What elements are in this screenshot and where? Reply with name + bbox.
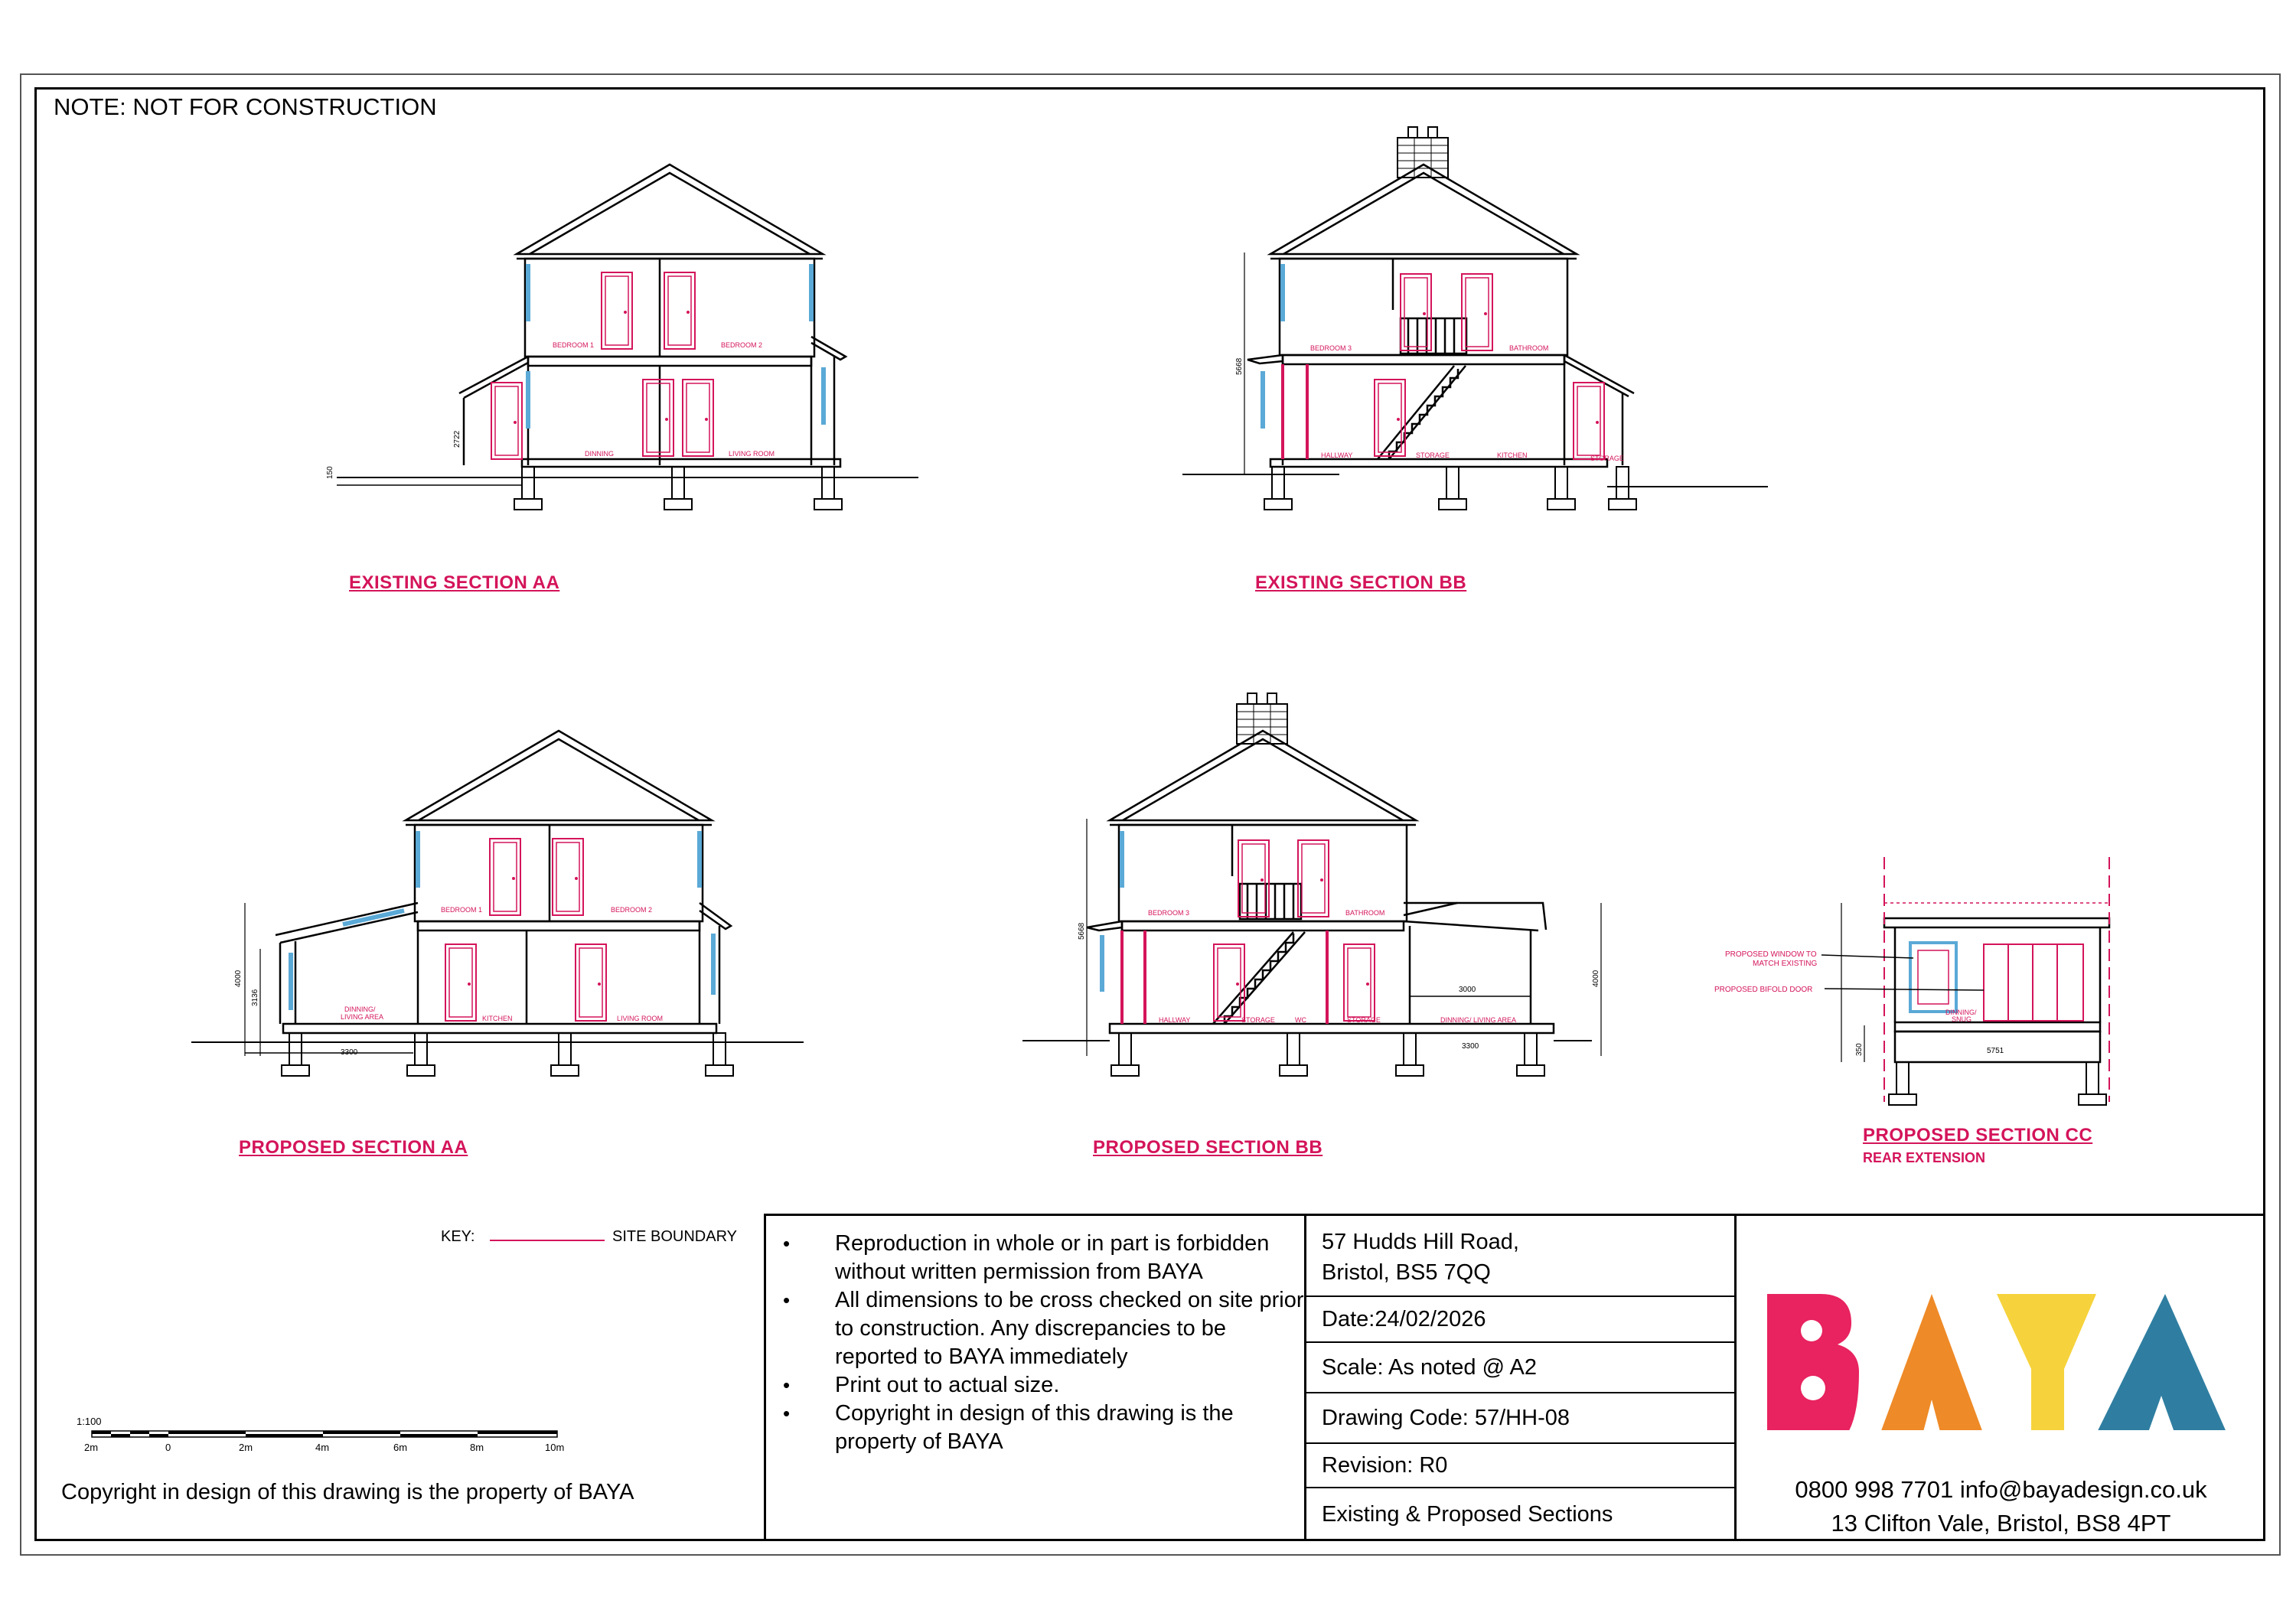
copyright-notice: Copyright in design of this drawing is the property of BAYA <box>61 1480 634 1504</box>
scale-tick: 6m <box>393 1442 408 1453</box>
label-wc: WC <box>1295 1016 1306 1024</box>
scale-ratio: 1:100 <box>77 1416 102 1427</box>
dim-150: 150 <box>326 466 334 479</box>
dim-2722: 2722 <box>453 430 461 448</box>
not-for-construction-note: NOTE: NOT FOR CONSTRUCTION <box>54 93 437 120</box>
scale-tick: 0 <box>165 1442 171 1453</box>
address-line-1: 57 Hudds Hill Road, <box>1322 1230 1519 1254</box>
dim-3300-aa: 3300 <box>341 1048 358 1057</box>
cc-window-note-2: MATCH EXISTING <box>1753 960 1818 968</box>
title-proposed-section-cc: PROPOSED SECTION CC <box>1863 1125 2093 1146</box>
drawing-scale: Scale: As noted @ A2 <box>1306 1343 1734 1393</box>
label-bedroom-2: BEDROOM 2 <box>721 341 763 349</box>
note-item: • Copyright in design of this drawing is the property of BAYA <box>835 1400 1304 1456</box>
label-dinning-living-2: LIVING AREA <box>341 1013 384 1021</box>
label-bedroom-3-proposed: BEDROOM 3 <box>1148 909 1190 917</box>
label-dinning: DINNING <box>585 450 614 458</box>
label-living-room: LIVING ROOM <box>729 450 775 458</box>
title-proposed-section-aa: PROPOSED SECTION AA <box>239 1137 468 1158</box>
drawing-code: Drawing Code: 57/HH-08 <box>1306 1393 1734 1444</box>
label-living-room-proposed: LIVING ROOM <box>617 1015 664 1022</box>
title-block-logo <box>1734 1214 2265 1541</box>
drawing-revision: Revision: R0 <box>1306 1444 1734 1488</box>
title-block-info <box>1304 1214 1734 1541</box>
label-dinning-living-area: DINNING/ LIVING AREA <box>1440 1016 1517 1024</box>
existing-section-bb <box>1182 165 1768 487</box>
cc-window-note-1: PROPOSED WINDOW TO <box>1725 950 1817 959</box>
existing-section-aa <box>337 165 918 485</box>
proposed-section-aa <box>191 731 804 1056</box>
title-proposed-section-bb: PROPOSED SECTION BB <box>1093 1137 1323 1158</box>
logo-letter-a-blue <box>2089 1294 2234 1430</box>
address-line-2: Bristol, BS5 7QQ <box>1322 1260 1491 1285</box>
dim-5668-proposed: 5668 <box>1078 922 1086 940</box>
label-bedroom-3: BEDROOM 3 <box>1310 344 1352 352</box>
logo-letter-b <box>1767 1294 1859 1430</box>
title-block-notes <box>764 1214 1304 1541</box>
label-hallway: HALLWAY <box>1321 451 1353 459</box>
drawing-title: Existing & Proposed Sections <box>1322 1502 1613 1527</box>
note-item: • All dimensions to be cross checked on site prior to construction. Any discrepancies to be reported to BAYA immediately <box>835 1286 1304 1371</box>
existing-aa-footings <box>514 467 842 510</box>
baya-logo <box>1737 1216 2265 1430</box>
proposed-bb-footings <box>1111 1033 1544 1076</box>
logo-letter-y <box>1997 1294 2096 1430</box>
existing-bb-chimney <box>1397 127 1448 178</box>
scale-tick: 2m <box>84 1442 99 1453</box>
scale-tick: 4m <box>315 1442 330 1453</box>
existing-bb-pink-walls <box>1283 364 1307 459</box>
dim-3136: 3136 <box>251 989 259 1006</box>
proposed-section-bb <box>1022 731 1601 1056</box>
cc-bifold-note: PROPOSED BIFOLD DOOR <box>1714 986 1813 994</box>
dim-3000: 3000 <box>1459 986 1476 994</box>
cc-bifold-door <box>1984 944 2083 1021</box>
label-storage-proposed: STORAGE <box>1241 1016 1275 1024</box>
cc-leaders <box>1821 955 1984 990</box>
title-existing-section-aa: EXISTING SECTION AA <box>349 572 560 593</box>
site-boundary-key-line <box>490 1240 605 1241</box>
scale-tick: 8m <box>470 1442 484 1453</box>
label-storage-rear: STORAGE <box>1590 455 1624 462</box>
subtitle-rear-extension: REAR EXTENSION <box>1863 1150 1986 1165</box>
proposed-bb-chimney <box>1237 693 1287 744</box>
label-bathroom: BATHROOM <box>1509 344 1549 352</box>
note-item: • Reproduction in whole or in part is forbidden without written permission from BAYA <box>835 1230 1304 1286</box>
dim-4000-proposed-bb: 4000 <box>1592 970 1600 987</box>
project-address <box>1306 1216 1734 1297</box>
dim-4000-proposed-aa: 4000 <box>234 970 243 987</box>
label-bedroom-1-proposed: BEDROOM 1 <box>441 906 483 914</box>
label-storage: STORAGE <box>1416 451 1450 459</box>
label-kitchen-proposed: KITCHEN <box>482 1015 513 1022</box>
contact-address: 13 Clifton Vale, Bristol, BS8 4PT <box>1831 1510 2171 1537</box>
dim-5668-existing: 5668 <box>1235 357 1244 375</box>
logo-letter-a-orange <box>1874 1294 1989 1430</box>
proposed-section-cc <box>1841 903 2109 1062</box>
label-dinning-snug-1: DINNING/ <box>1945 1009 1977 1016</box>
dim-3300-bb: 3300 <box>1462 1042 1479 1051</box>
label-dinning-snug-2: SNUG <box>1952 1015 1972 1023</box>
scale-bar <box>92 1431 557 1437</box>
label-bedroom-1: BEDROOM 1 <box>553 341 595 349</box>
label-bedroom-2-proposed: BEDROOM 2 <box>611 906 653 914</box>
label-dinning-living-1: DINNING/ <box>344 1005 376 1013</box>
scale-tick: 2m <box>239 1442 253 1453</box>
scale-tick: 10m <box>545 1442 565 1453</box>
label-hallway-proposed: HALLWAY <box>1159 1016 1191 1024</box>
label-kitchen: KITCHEN <box>1497 451 1528 459</box>
cc-window <box>1910 943 1956 1012</box>
dim-5751: 5751 <box>1987 1047 2004 1055</box>
dim-350: 350 <box>1855 1043 1864 1056</box>
contact-phone-email: 0800 998 7701 info@bayadesign.co.uk <box>1795 1476 2207 1503</box>
site-boundary-key-text: SITE BOUNDARY <box>612 1228 737 1245</box>
drawing-date: Date:24/02/2026 <box>1306 1297 1734 1343</box>
label-utility-proposed: STORAGE <box>1347 1016 1381 1024</box>
existing-bb-doors <box>1375 274 1604 459</box>
label-bathroom-proposed: BATHROOM <box>1345 909 1385 917</box>
title-existing-section-bb: EXISTING SECTION BB <box>1255 572 1467 593</box>
note-item: • Print out to actual size. <box>835 1371 1304 1400</box>
key-label: KEY: <box>441 1228 475 1245</box>
cc-footings <box>1889 1062 2106 1105</box>
existing-bb-footings <box>1264 467 1636 510</box>
cc-annotations <box>1714 950 1817 994</box>
